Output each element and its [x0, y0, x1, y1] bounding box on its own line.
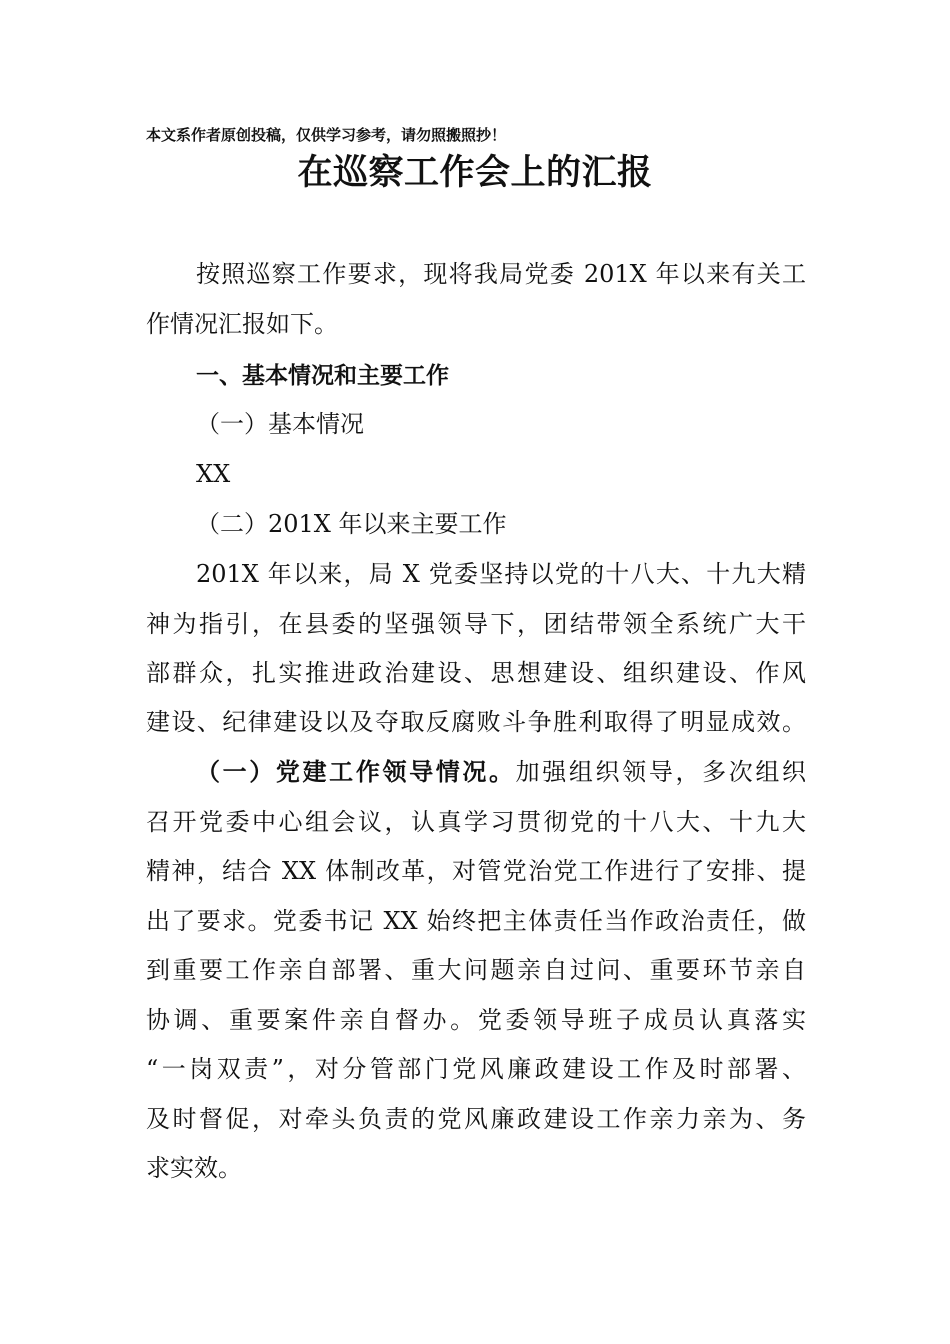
intro-line-1: 按照巡察工作要求，现将我局党委 201X 年以来有关工	[196, 260, 806, 288]
paragraph-line: “一岗双责”，对分管部门党风廉政建设工作及时部署、	[146, 1055, 806, 1083]
intro-line-2: 作情况汇报如下。	[146, 310, 338, 338]
document-title: 在巡察工作会上的汇报	[297, 152, 653, 193]
paragraph-line: 部群众，扎实推进政治建设、思想建设、组织建设、作风	[146, 659, 806, 687]
subsection-heading-main-work: （二）201X 年以来主要工作	[196, 510, 507, 538]
paragraph-line: 到重要工作亲自部署、重大问题亲自过问、重要环节亲自	[146, 956, 806, 984]
paragraph-line: 201X 年以来，局 X 党委坚持以党的十八大、十九大精	[196, 560, 806, 588]
paragraph-line: 协调、重要案件亲自督办。党委领导班子成员认真落实	[146, 1006, 806, 1034]
party-building-heading: （一）党建工作领导情况。	[196, 757, 516, 786]
paragraph-line: 出了要求。党委书记 XX 始终把主体责任当作政治责任，做	[146, 907, 806, 935]
section-heading: 一、基本情况和主要工作	[196, 363, 449, 389]
subsection-heading-basic: （一）基本情况	[196, 410, 364, 438]
paragraph-line: 建设、纪律建设以及夺取反腐败斗争胜利取得了明显成效。	[146, 708, 806, 736]
paragraph-line: 及时督促，对牵头负责的党风廉政建设工作亲力亲为、务	[146, 1105, 806, 1133]
paragraph-line-rest: 加强组织领导，多次组织	[515, 758, 807, 786]
paragraph-line: 求实效。	[146, 1154, 242, 1182]
paragraph-line: 召开党委中心组会议，认真学习贯彻党的十八大、十九大	[146, 808, 806, 836]
paragraph-line: 神为指引，在县委的坚强领导下，团结带领全系统广大干	[146, 610, 806, 638]
basic-situation-text: XX	[196, 460, 231, 488]
paragraph-line: 精神，结合 XX 体制改革，对管党治党工作进行了安排、提	[146, 857, 806, 885]
paragraph-line	[196, 756, 806, 788]
copyright-notice: 本文系作者原创投稿，仅供学习参考，请勿照搬照抄！	[146, 126, 507, 144]
